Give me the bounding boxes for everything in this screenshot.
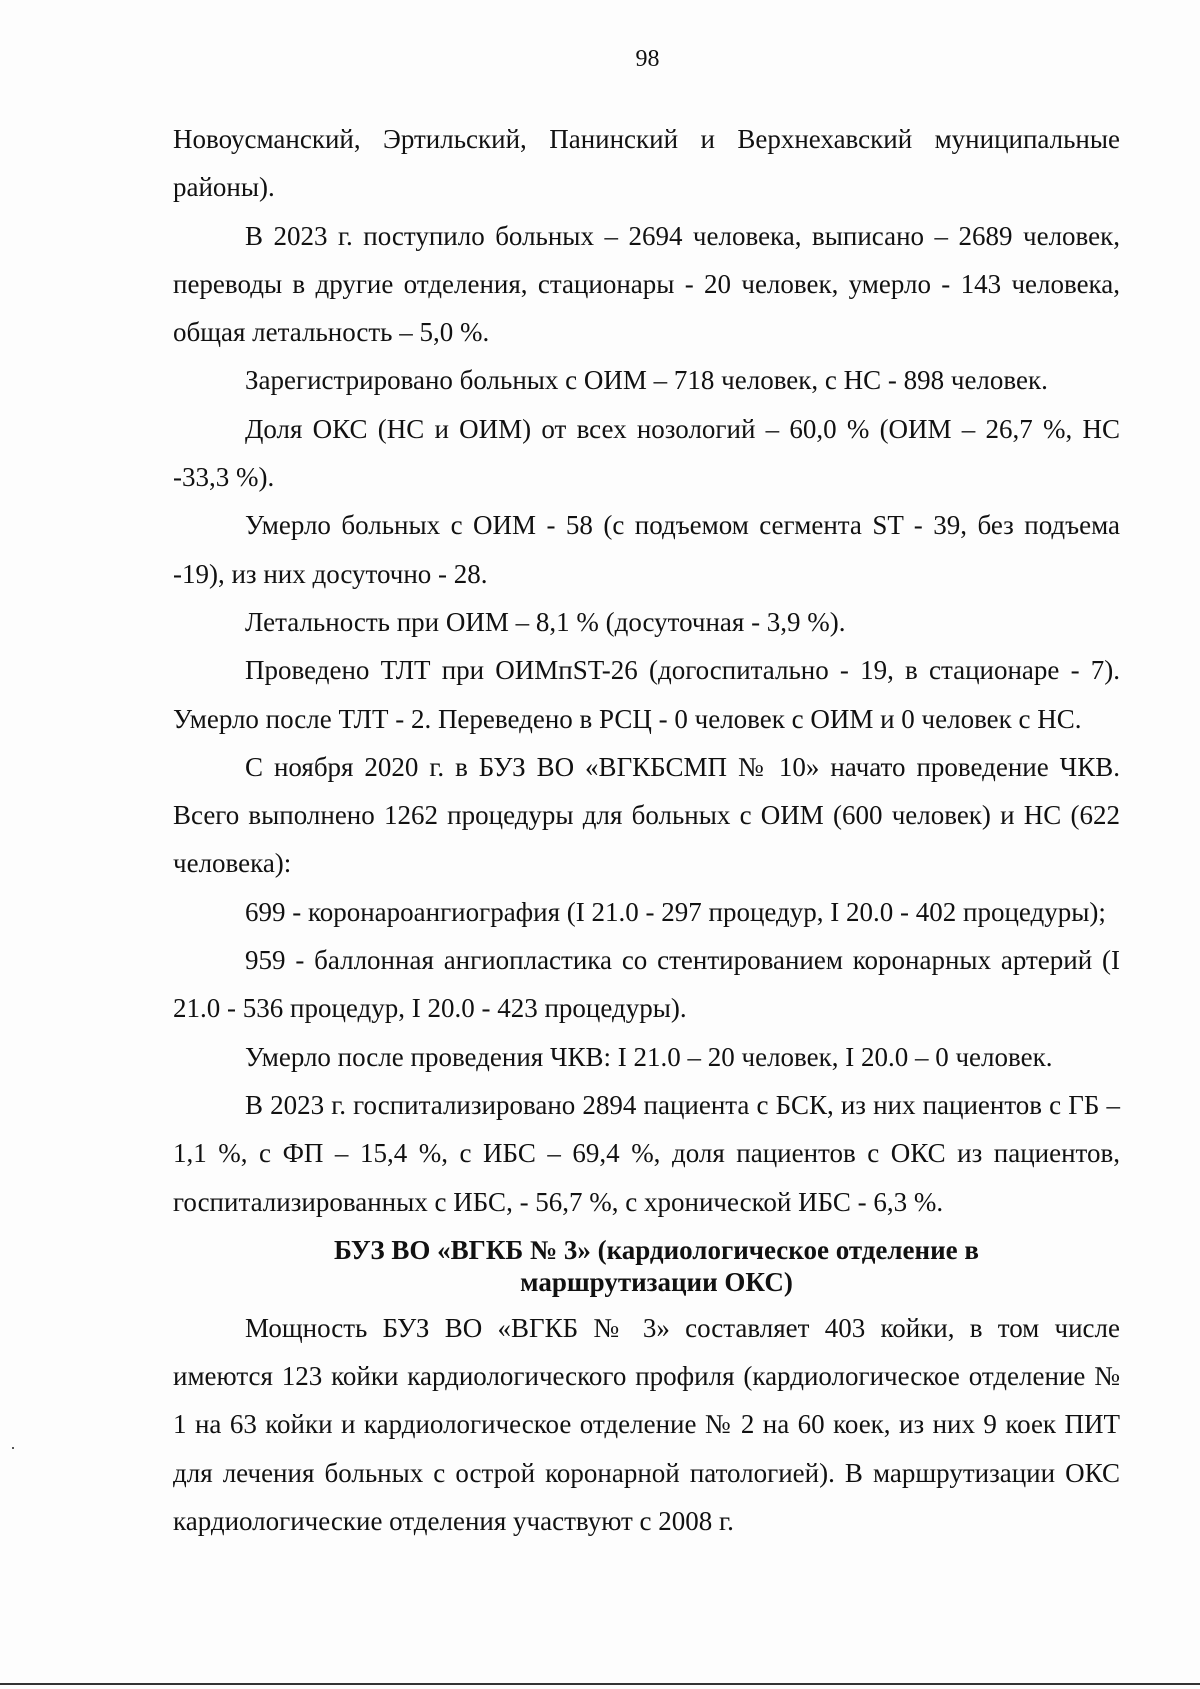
page-number: 98 — [635, 46, 660, 72]
paragraph-continuation: Новоусманский, Эртильский, Панинский и Верхнехавский муниципальные районы). — [173, 124, 1120, 203]
paragraph-admissions: В 2023 г. поступило больных – 2694 человека, выписано – 2689 человек, переводы в другие отделения, стационары - 20 человек, умерло - 143 человека, общая летальность – 5,0 %. — [173, 220, 1120, 348]
paragraph-mortality: Летальность при ОИМ – 8,1 % (досуточная - 3,9 %). — [245, 606, 846, 637]
section-heading-line2: маршрутизации ОКС) — [520, 1266, 793, 1297]
paragraph-angiography: 699 - коронароангиография (I 21.0 - 297 процедур, I 20.0 - 402 процедуры); — [245, 896, 1106, 927]
section-heading — [173, 1234, 1120, 1298]
paragraph-acs-share: Доля ОКС (НС и ОИМ) от всех нозологий – 60,0 % (ОИМ – 26,7 %, НС -33,3 %). — [173, 413, 1120, 493]
paragraph-capacity: Мощность БУЗ ВО «ВГКБ № 3» составляет 403 койки, в том числе имеются 123 койки кардиологического профиля (кардиологическое отделение № 1 на 63 койки и кардиологическое отделение № 2 на 60 коек, из них 9 коек ПИТ для лечения больных с острой коронарной патологией). В маршрутизации ОКС кардиологические отделения участвуют с 2008 г. — [173, 1312, 1120, 1537]
paragraph-hospitalized: В 2023 г. госпитализировано 2894 пациента с БСК, из них пациентов с ГБ – 1,1 %, с ФП – 15,4 %, с ИБС – 69,4 %, доля пациентов с ОКС из пациентов, госпитализированных с ИБС, - 56,7 %, с хронической ИБС - 6,3 %. — [173, 1089, 1120, 1217]
document-body — [173, 115, 1120, 1545]
paragraph-deaths: Умерло больных с ОИМ - 58 (с подъемом сегмента ST - 39, без подъема -19), из них досуточно - 28. — [173, 510, 1120, 589]
paragraph-registered: Зарегистрировано больных с ОИМ – 718 человек, с НС - 898 человек. — [245, 365, 1048, 396]
scan-speck — [12, 1447, 14, 1449]
paragraph-pci-deaths: Умерло после проведения ЧКВ: I 21.0 – 20 человек, I 20.0 – 0 человек. — [245, 1041, 1053, 1072]
section-heading-line1: БУЗ ВО «ВГКБ № 3» (кардиологическое отделение в — [334, 1234, 979, 1265]
paragraph-thrombolysis: Проведено ТЛТ при ОИМпST-26 (догоспитально - 19, в стационаре - 7). Умерло после ТЛТ - 2. Переведено в РСЦ - 0 человек с ОИМ и 0 человек с НС. — [173, 655, 1120, 734]
paragraph-angioplasty: 959 - баллонная ангиопластика со стентированием коронарных артерий (I 21.0 - 536 процедур, I 20.0 - 423 процедуры). — [173, 945, 1120, 1024]
page-bottom-rule — [0, 1683, 1200, 1685]
paragraph-pci-start: С ноября 2020 г. в БУЗ ВО «ВГКБСМП № 10» начато проведение ЧКВ. Всего выполнено 1262 процедуры для больных с ОИМ (600 человек) и НС (622 человека): — [173, 751, 1120, 879]
